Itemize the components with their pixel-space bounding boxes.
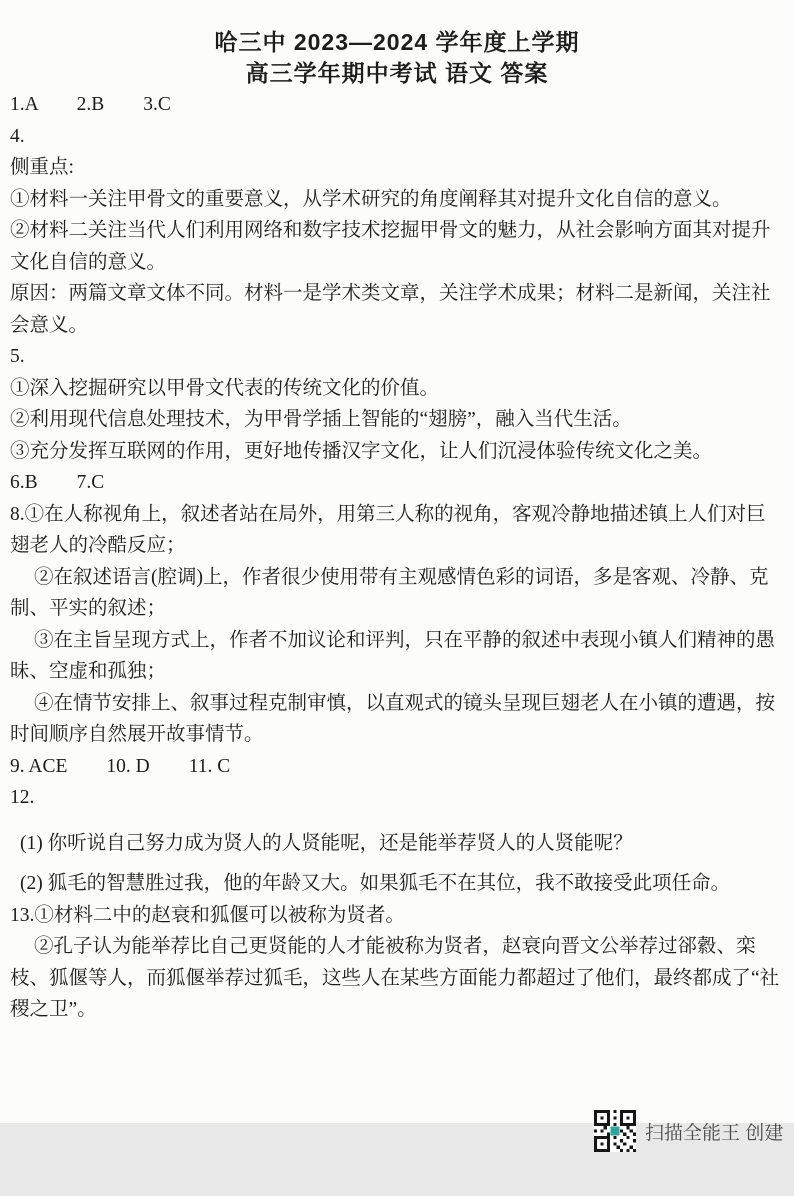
watermark-text: 扫描全能王 创建 bbox=[645, 1122, 784, 1144]
answer-line: 9. ACE 10. D 11. C bbox=[10, 755, 231, 777]
answer-line: ③充分发挥互联网的作用，更好地传播汉字文化，让人们沉浸体验传统文化之美。 bbox=[10, 440, 713, 462]
document-title-line1: 哈三中 2023—2024 学年度上学期 bbox=[214, 29, 580, 55]
answer-line: 1.A 2.B 3.C bbox=[10, 94, 171, 115]
answer-line: 枝、狐偃等人，而狐偃举荐过狐毛，这些人在某些方面能力都超过了他们，最终都成了“社 bbox=[10, 967, 780, 989]
answer-line: ①材料一关注甲骨文的重要意义，从学术研究的角度阐释其对提升文化自信的意义。 bbox=[10, 188, 732, 210]
answer-line: 稷之卫”。 bbox=[10, 999, 97, 1020]
document-title-line2: 高三学年期中考试 语文 答案 bbox=[245, 60, 549, 86]
scanner-watermark bbox=[594, 1066, 783, 1196]
answer-line: 13.①材料二中的赵衰和狐偃可以被称为贤者。 bbox=[10, 904, 405, 926]
answer-line: 侧重点: bbox=[10, 157, 74, 178]
answer-line: 时间顺序自然展开故事情节。 bbox=[10, 724, 264, 745]
answer-line: ①深入挖掘研究以甲骨文代表的传统文化的价值。 bbox=[10, 377, 440, 399]
answer-line: 昧、空虚和孤独； bbox=[10, 661, 167, 682]
document-body bbox=[0, 89, 794, 1026]
qr-code-icon bbox=[594, 1066, 636, 1196]
answer-line: 翅老人的冷酷反应； bbox=[10, 535, 186, 556]
answer-line: 6.B 7.C bbox=[10, 472, 105, 493]
answer-line: 原因：两篇文章文体不同。材料一是学术类文章，关注学术成果；材料二是新闻，关注社 bbox=[10, 283, 771, 304]
answer-line: ③在主旨呈现方式上，作者不加议论和评判，只在平静的叙述中表现小镇人们精神的愚 bbox=[34, 629, 776, 651]
answer-line: 文化自信的意义。 bbox=[10, 251, 167, 273]
answer-line: (1) 你听说自己努力成为贤人的人贤能呢，还是能举荐贤人的人贤能呢？ bbox=[20, 832, 633, 854]
answer-line: (2) 狐毛的智慧胜过我，他的年龄又大。如果狐毛不在其位，我不敢接受此项任命。 bbox=[20, 873, 731, 894]
answer-line: 制、平实的叙述； bbox=[10, 598, 167, 619]
answer-line: ②在叙述语言(腔调)上，作者很少使用带有主观感情色彩的词语，多是客观、冷静、克 bbox=[34, 566, 769, 588]
answer-line: ②利用现代信息处理技术，为甲骨学插上智能的“翅膀”，融入当代生活。 bbox=[10, 409, 632, 430]
answer-line: 4. bbox=[10, 125, 25, 147]
answer-line: 8.①在人称视角上，叙述者站在局外，用第三人称的视角，客观冷静地描述镇上人们对巨 bbox=[10, 503, 766, 525]
answer-line: ②孔子认为能举荐比自己更贤能的人才能被称为贤者，赵衰向晋文公举荐过郤縠、栾 bbox=[34, 936, 756, 957]
answer-line: ②材料二关注当代人们利用网络和数字技术挖掘甲骨文的魅力，从社会影响方面其对提升 bbox=[10, 220, 771, 241]
document-header bbox=[0, 0, 794, 89]
answer-line: ④在情节安排上、叙事过程克制审慎，以直观式的镜头呈现巨翅老人在小镇的遭遇，按 bbox=[34, 692, 776, 714]
answer-line: 12. bbox=[10, 787, 35, 808]
answer-line: 5. bbox=[10, 346, 25, 367]
answer-line: 会意义。 bbox=[10, 314, 89, 336]
